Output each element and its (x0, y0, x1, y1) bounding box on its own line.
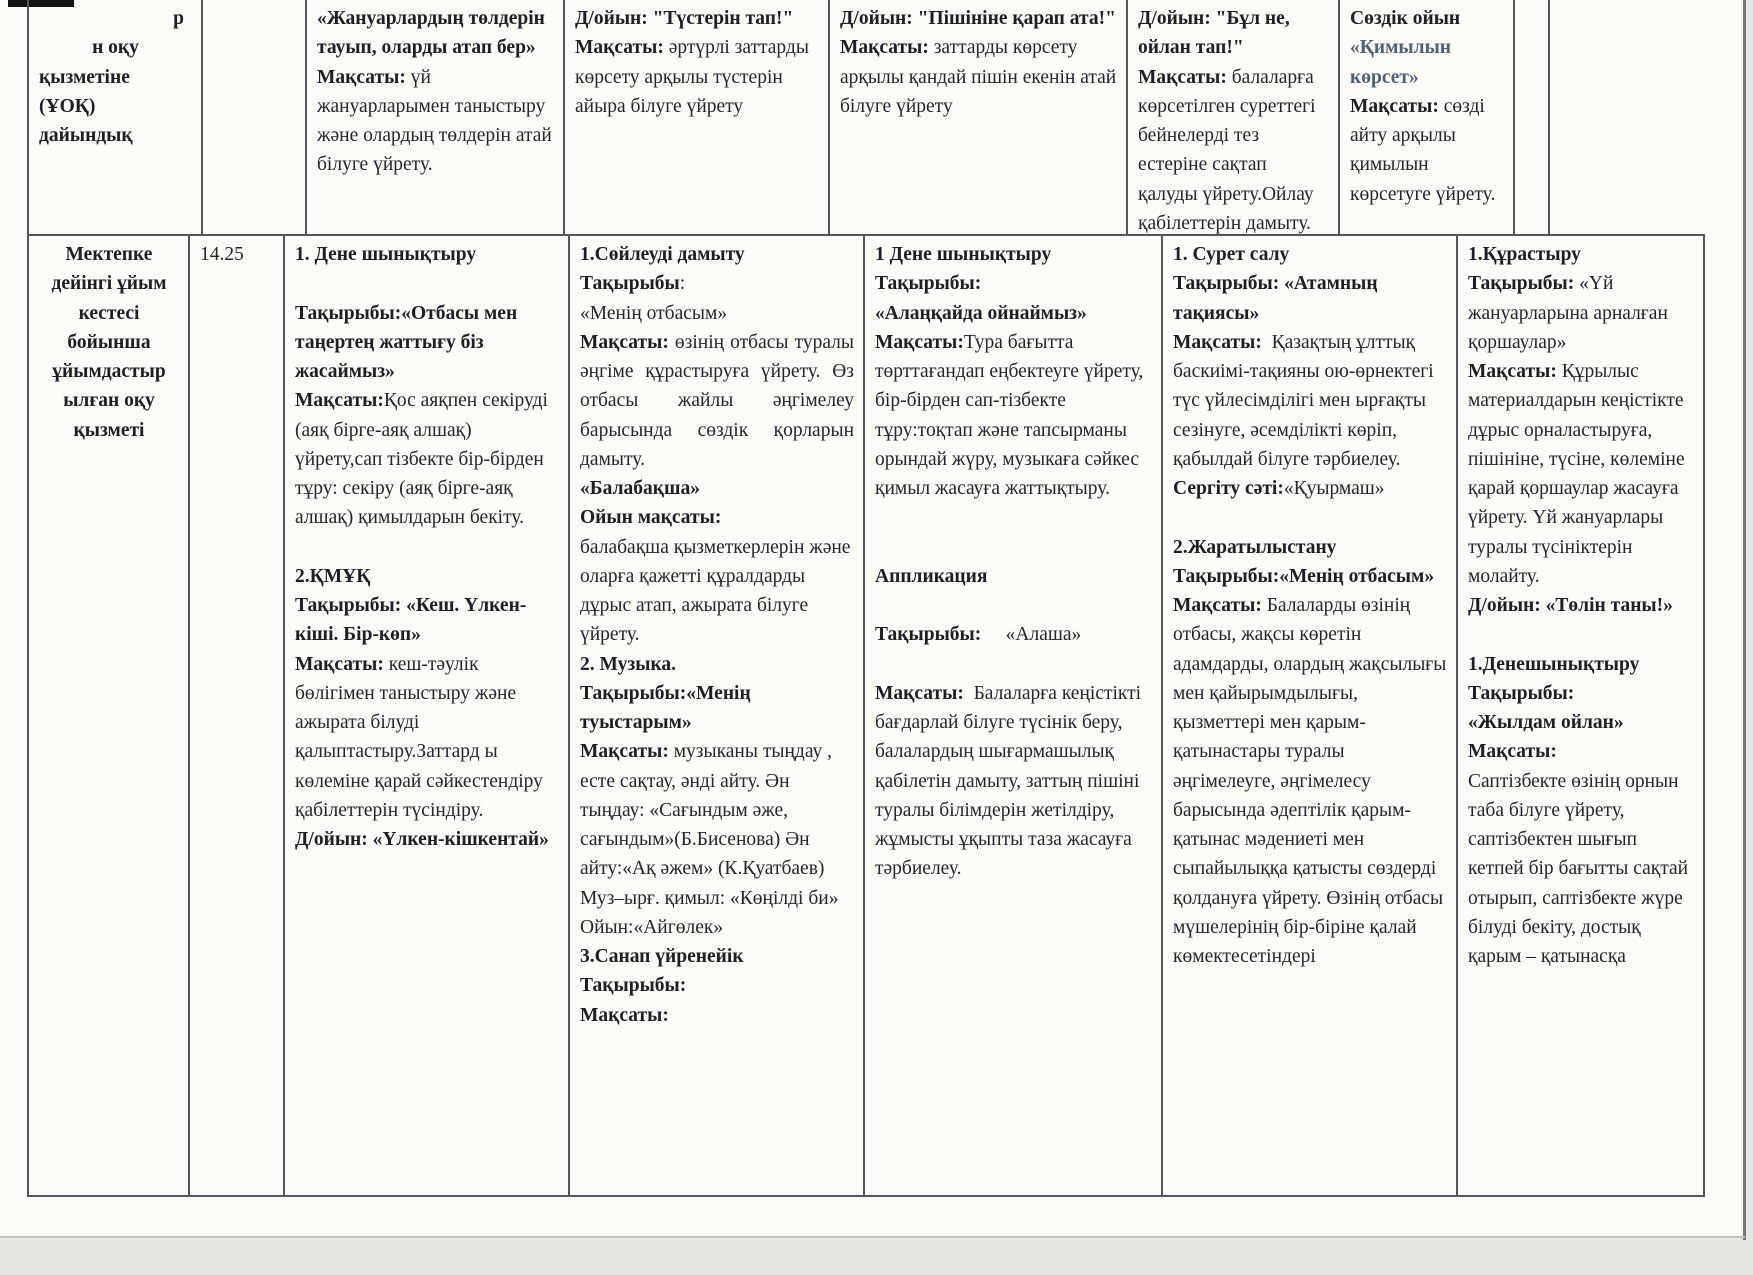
text-run: «Жануарлардың төлдерін тауып, оларды атап бер» (317, 8, 545, 59)
cell-game-what-is-this (1128, 0, 1340, 234)
text-run: Мақсаты: (840, 37, 929, 59)
text-run: Мақсаты: (295, 390, 384, 412)
paragraph (875, 240, 1152, 269)
text-run: «Қуырмаш» (1283, 478, 1385, 499)
text-run: Тақырыбы: «Кеш. Үлкен-кіші. Бір-көп» (295, 595, 527, 646)
text-run: Мақсаты: (875, 331, 964, 353)
text-run: «Жылдам ойлан» (1468, 712, 1624, 733)
text-run: балабақша қызметкерлерін және оларға қажетті құралдарды дұрыс атап, ажырата білуге үйрету. (580, 536, 851, 646)
text-run: Мақсаты: (1138, 66, 1227, 88)
text-run: Қазақтың ұлттық баскиімі-тақияны ою-өрнектегі түс үйлесімділігі мен ырғақты сезінуге, әсемділікті көріп, қабылдай білуге тәрбиелеу. (1173, 331, 1434, 470)
paragraph (580, 942, 854, 971)
text-run: музыканы тыңдау , есте сақтау, әнді айту. Ән тыңдау: «Сағындым әже, сағындым»(Б.Бисенова) Ән айту:«Ақ әжем» (К.Қуатбаев) Муз–ырғ. қимыл: «Көңілді би» Ойын:«Айгөлек» (580, 741, 839, 938)
paragraph (295, 386, 559, 532)
text-run: «Балабақша» (580, 478, 700, 499)
paragraph (1468, 620, 1694, 649)
paragraph (39, 4, 192, 33)
cell-empty-narrow (1515, 0, 1550, 234)
paragraph (1173, 269, 1447, 328)
text-run: Мақсаты: (1350, 95, 1439, 117)
cell-physical-training (285, 236, 570, 1195)
text-run: Тақырыбы: (1468, 682, 1575, 704)
text-run: Тақырыбы:«Менің отбасым» (1173, 565, 1435, 587)
text-run: Балаларға кеңістікті бағдарлай білуге түсінік беру, балалардың шығармашылық қабілетін дамыту, заттың пішіні туралы білімдерін жетілдіру, жұмысты ұқыпты таза жасауға тәрбиелеу. (875, 682, 1142, 880)
paragraph (295, 269, 559, 298)
paragraph (875, 299, 1152, 328)
paragraph (295, 562, 559, 591)
text-run: Тақырыбы (580, 273, 680, 295)
paragraph (200, 240, 274, 269)
text-run: Сөздік ойын (1350, 8, 1461, 29)
paragraph (1468, 357, 1694, 591)
paragraph (317, 4, 554, 180)
text-run: Мектепке дейінгі ұйым кестесі бойынша ұйымдастыр ылған оқу қызметі (51, 244, 167, 441)
text-run: Балаларды өзінің отбасы, жақсы көретін адамдарды, олардың жақсылығы мен қайырымдылығы, қызметтері мен қарым-қатынастары туралы әңгімелеуге, әңгімелесу барысында әдептілік қарым-қатынас мәдениеті мен сыпайылыққа қатысты сөздерді қолдануға үйрету. Өзінің отбасы мүшелерінің бір-біріне қалай көмектесетіндері (1173, 595, 1447, 967)
paragraph (580, 971, 854, 1000)
paragraph (580, 474, 854, 503)
text-run: Мақсаты: (1468, 361, 1557, 382)
paragraph (580, 679, 854, 738)
text-run: қызметіне (39, 66, 130, 88)
paragraph (39, 121, 192, 150)
paragraph (1173, 503, 1447, 532)
text-run: «Алаша» (981, 624, 1082, 646)
text-run: 2.Жаратылыстану (1173, 536, 1337, 558)
paragraph (295, 591, 559, 650)
text-run: 14.25 (200, 244, 244, 265)
text-run: Д/ойын: "Түстерін тап!" (575, 8, 794, 29)
text-run: (ҰОҚ) (39, 95, 96, 117)
paragraph (39, 92, 192, 121)
paragraph (1468, 708, 1694, 737)
text-run: Мақсаты: (1173, 331, 1262, 353)
text-run: : (679, 273, 686, 295)
cell-org-schedule-label (27, 236, 190, 1195)
paragraph (1173, 474, 1447, 503)
text-run: үй жануарларымен таныстыру және олардың төлдерін атай білуге үйрету. (317, 66, 552, 176)
paragraph (875, 503, 1152, 532)
paragraph (1173, 240, 1447, 269)
text-run: 1.Денешынықтыру (1468, 653, 1640, 675)
text-run: Мақсаты: (317, 66, 406, 88)
paragraph (295, 825, 559, 854)
text-run: Тақырыбы: (875, 273, 982, 295)
text-run: Д/ойын: «Үлкен-кішкентай» (295, 829, 549, 850)
text-run: 1. Дене шынықтыру (295, 244, 477, 265)
paragraph (580, 328, 854, 474)
text-run: заттарды көрсету арқылы қандай пішін екенін атай білуге үйрету (840, 37, 1117, 117)
paragraph (875, 269, 1152, 298)
paragraph (1173, 533, 1447, 562)
paragraph (580, 650, 854, 679)
text-run: Мақсаты: (580, 741, 669, 763)
text-run: сөзді айту арқылы қимылын көрсетуге үйрету. (1350, 95, 1496, 205)
paragraph (1173, 591, 1447, 971)
paragraph (39, 33, 192, 62)
text-run: кеш-тәулік бөлігімен таныстыру және ажырата білуді қалыптастыру.Заттард ы көлеміне қарай сәйкестендіру қабілеттерін түсіндіру. (295, 653, 543, 821)
paragraph (295, 299, 559, 387)
paragraph (580, 533, 854, 650)
cell-construction-physical (1458, 236, 1705, 1195)
text-run: 3.Санап үйренейік (580, 946, 744, 967)
paragraph (1468, 767, 1694, 972)
paragraph (875, 591, 1152, 620)
cell-game-animals (307, 0, 565, 234)
text-run: «Менің отбасым» (580, 302, 728, 324)
cell-game-vocabulary (1340, 0, 1515, 234)
paragraph (575, 4, 819, 121)
lesson-plan-table (27, 234, 1705, 1197)
text-run: 1.Сөйлеуді дамыту (580, 244, 745, 265)
text-run: Сергіту сәті: (1173, 478, 1284, 499)
text-run: Қос аяқпен секіруді (аяқ бірге-аяқ алшақ) үйрету,сап тізбекте бір-бірден тұру: секіру (аяқ бірге-аяқ алшақ) қимылдарын бекіту. (295, 390, 548, 529)
text-run: р (173, 8, 184, 29)
paragraph (1468, 591, 1694, 620)
paragraph (1138, 4, 1329, 234)
paragraph (580, 299, 854, 328)
text-run: әртүрлі заттарды көрсету арқылы түстерін айыра білуге үйрету (575, 37, 809, 117)
cell-time-empty (203, 0, 307, 234)
paragraph (840, 4, 1117, 121)
text-run: балаларға көрсетілген суреттегі бейнелерді тез естеріне сақтап қалуды үйрету.Ойлау қабілеттерін дамыту. (1138, 66, 1316, 234)
text-run: 1 Дене шынықтыру (875, 244, 1052, 265)
accent-phrase: «Қимылын көрсет» (1350, 37, 1452, 88)
text-run: Мақсаты: (575, 37, 664, 59)
text-run: Мақсаты: (580, 1004, 669, 1026)
paragraph (580, 240, 854, 269)
paragraph (1468, 737, 1694, 766)
cell-drawing-nature (1163, 236, 1458, 1195)
paragraph (875, 533, 1152, 562)
paragraph (875, 328, 1152, 504)
text-run: өзінің отбасы туралы әңгіме құрастыруға үйрету. Өз отбасы жайлы әңгімелеу барысында сөздік қорларын дамыту. (580, 331, 854, 470)
paragraph (295, 533, 559, 562)
paragraph (295, 240, 559, 269)
paragraph (1468, 679, 1694, 708)
paragraph (1468, 269, 1694, 357)
text-run: Мақсаты: (295, 653, 384, 675)
text-run: Мақсаты: (580, 331, 669, 353)
paragraph (875, 679, 1152, 884)
paragraph (875, 650, 1152, 679)
text-run: Мақсаты: (1468, 741, 1557, 763)
paragraph (1350, 4, 1504, 209)
text-run: Тура бағытта төрттағандап еңбектеуге үйрету, бір-бірден сап-тізбекте тұру:тоқтап және тапсырманы орындай жүру, музыкаға сәйкес қимыл жасауға жаттықтыру. (875, 331, 1144, 499)
text-run: Мақсаты: (1173, 595, 1262, 616)
text-run: Құрылыс материалдарын кеңістікте дұрыс орналастыруға, пішініне, түсіне, көлеміне қарай қоршаулар жасауға үйрету. Үй жануарлары туралы түсініктерін молайту. (1468, 361, 1685, 587)
paragraph (1173, 562, 1447, 591)
paragraph (39, 240, 179, 445)
page-edge-right (1743, 0, 1746, 1240)
text-run: 1.Құрастыру (1468, 244, 1581, 265)
cell-game-shapes (830, 0, 1128, 234)
text-run: Саптізбекте өзінің орнын таба білуге үйрету, саптізбектен шығып кетпей бір бағытты сақтай отырып, саптізбекте жүре білуді бекіту, достық қарым – қатынасқа (1468, 770, 1689, 967)
text-run: «Үй жануарларына арналған қоршаулар» (1468, 273, 1668, 353)
text-run: Мақсаты: (875, 682, 964, 704)
text-run: Аппликация (875, 565, 988, 587)
text-run: Д/ойын: "Бұл не, ойлан тап!" (1138, 8, 1290, 59)
cell-uok-label (27, 0, 203, 234)
paragraph (39, 63, 192, 92)
paragraph (875, 620, 1152, 649)
paragraph (1468, 240, 1694, 269)
text-run: Тақырыбы: (580, 975, 687, 997)
text-run: «Алаңқайда ойнаймыз» (875, 302, 1087, 324)
text-run: Тақырыбы: (1468, 273, 1575, 295)
page-edge-bottom (0, 1236, 1745, 1238)
previous-row-table (27, 0, 1550, 234)
paragraph (295, 650, 559, 826)
cell-physical-training-applique (865, 236, 1163, 1195)
cell-time (190, 236, 285, 1195)
text-run: 1. Сурет салу (1173, 244, 1290, 265)
text-run: Тақырыбы: (875, 624, 982, 646)
paragraph (580, 503, 854, 532)
text-run: Д/ойын: "Пішініне қарап ата!" (840, 8, 1116, 29)
text-run: н оқу (92, 37, 139, 59)
text-run: Тақырыбы: «Атамның тақиясы» (1173, 273, 1378, 324)
text-run: Д/ойын: «Төлін таны!» (1468, 595, 1673, 616)
paragraph (580, 1001, 854, 1030)
text-run: Тақырыбы:«Отбасы мен таңертең жаттығу біз жасаймыз» (295, 302, 518, 382)
paragraph (875, 562, 1152, 591)
text-run: дайындық (39, 125, 133, 146)
text-run: Ойын мақсаты: (580, 507, 722, 529)
paragraph (1468, 650, 1694, 679)
text-run: 2. Музыка. (580, 653, 677, 675)
text-run: Тақырыбы:«Менің туыстарым» (580, 682, 751, 733)
cell-speech-development (570, 236, 865, 1195)
paragraph (580, 269, 854, 298)
paragraph (580, 737, 854, 942)
text-run: 2.ҚМҰҚ (295, 565, 371, 587)
paragraph (1173, 328, 1447, 474)
cell-game-colors (565, 0, 830, 234)
